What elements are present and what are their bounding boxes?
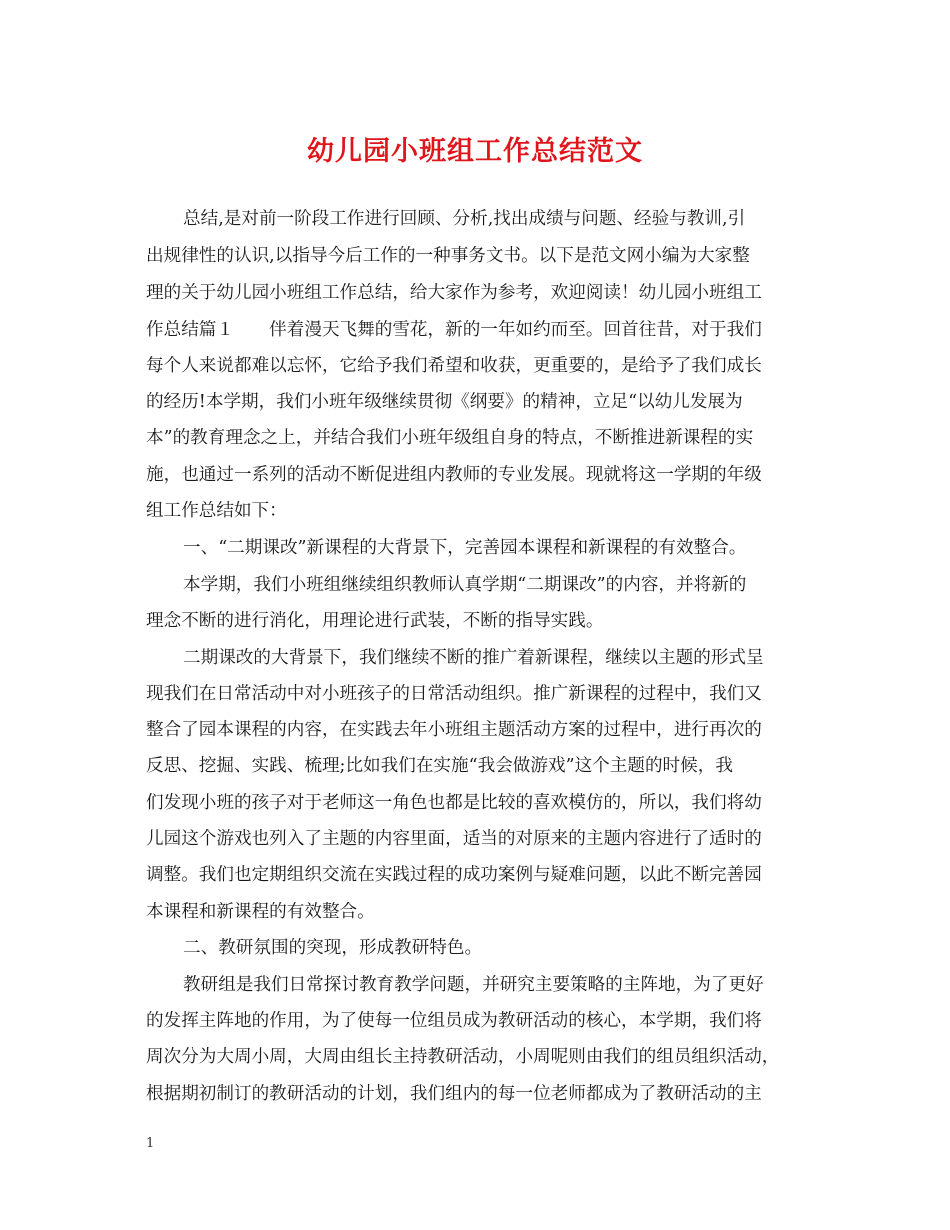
body-line: 施，也通过一系列的活动不断促进组内教师的专业发展。现就将这一学期的年级 <box>146 465 762 485</box>
document-title: 幼儿园小班组工作总结范文 <box>307 136 643 167</box>
body-line: 的发挥主阵地的作用，为了使每一位组员成为教研活动的核心，本学期，我们将 <box>146 1011 762 1031</box>
body-line: 整合了园本课程的内容，在实践去年小班组主题活动方案的过程中，进行再次的 <box>146 720 762 740</box>
body-line: 们发现小班的孩子对于老师这一角色也都是比较的喜欢模仿的，所以，我们将幼 <box>146 793 762 813</box>
body-line: 现我们在日常活动中对小班孩子的日常活动组织。推广新课程的过程中，我们又 <box>146 684 762 704</box>
body-line: 总结,是对前一阶段工作进行回顾、分析,找出成绩与问题、经验与教训,引 <box>183 209 746 229</box>
body-line: 根据期初制订的教研活动的计划，我们组内的每一位老师都成为了教研活动的主 <box>146 1084 762 1104</box>
body-line: 调整。我们也定期组织交流在实践过程的成功案例与疑难问题，以此不断完善园 <box>146 865 762 885</box>
body-line: 每个人来说都难以忘怀，它给予我们希望和收获，更重要的，是给予了我们成长 <box>146 356 762 376</box>
body-line: 的经历!本学期，我们小班年级继续贯彻《纲要》的精神，立足“以幼儿发展为 <box>146 392 743 412</box>
body-line: 组工作总结如下： <box>146 501 287 521</box>
body-line: 出规律性的认识,以指导今后工作的一种事务文书。以下是范文网小编为大家整 <box>146 246 750 266</box>
body-line: 一、“二期课改”新课程的大背景下，完善园本课程和新课程的有效整合。 <box>183 538 747 558</box>
body-line: 理的关于幼儿园小班组工作总结，给大家作为参考，欢迎阅读！幼儿园小班组工 <box>146 283 762 303</box>
body-line: 教研组是我们日常探讨教育教学问题，并研究主要策略的主阵地，为了更好 <box>183 975 764 995</box>
page-number: 1 <box>146 1136 155 1151</box>
body-line: 作总结篇１ 伴着漫天飞舞的雪花，新的一年如约而至。回首往昔，对于我们 <box>146 320 762 340</box>
body-line: 本课程和新课程的有效整合。 <box>146 902 375 922</box>
body-line: 反思、挖掘、实践、梳理;比如我们在实施“我会做游戏”这个主题的时候，我 <box>146 756 733 776</box>
body-line: 二、教研氛围的突现，形成教研特色。 <box>183 938 483 958</box>
body-line: 本”的教育理念之上，并结合我们小班年级组自身的特点，不断推进新课程的实 <box>146 428 754 448</box>
body-line: 本学期，我们小班组继续组织教师认真学期“二期课改”的内容，并将新的 <box>183 575 747 595</box>
body-line: 儿园这个游戏也列入了主题的内容里面，适当的对原来的主题内容进行了适时的 <box>146 829 762 849</box>
body-line: 理念不断的进行消化，用理论进行武装，不断的指导实践。 <box>146 611 604 631</box>
body-line: 周次分为大周小周，大周由组长主持教研活动，小周呢则由我们的组员组织活动， <box>146 1047 780 1067</box>
body-line: 二期课改的大背景下，我们继续不断的推广着新课程，继续以主题的形式呈 <box>183 648 764 668</box>
